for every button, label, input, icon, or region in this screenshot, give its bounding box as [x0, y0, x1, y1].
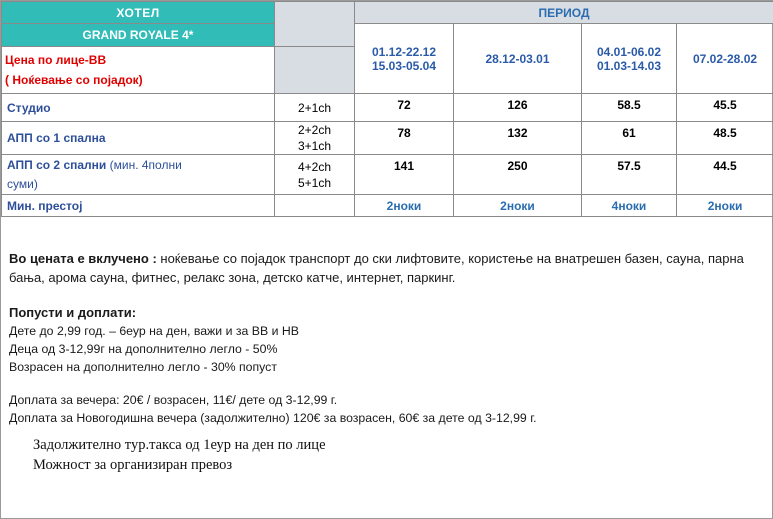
min-stay-value: 2ноки — [677, 195, 773, 217]
period-1-line1: 01.12-22.12 — [371, 44, 437, 59]
room-name: АПП со 1 спална — [2, 122, 275, 155]
period-3 — [582, 24, 677, 94]
extra-info — [33, 435, 326, 475]
price-cell: 78 — [355, 122, 454, 155]
transfer-line: Можност за организиран превоз — [33, 457, 233, 473]
min-stay-value: 4ноки — [582, 195, 677, 217]
price-cell: 48.5 — [677, 122, 773, 155]
period-4 — [677, 24, 773, 94]
period-1-line2: 15.03-05.04 — [371, 58, 437, 73]
occupancy-value: 4+2ch — [297, 159, 332, 174]
tourist-tax-line: Задолжително тур.такса од 1еур на ден по лице — [33, 437, 326, 453]
price-cell: 61 — [582, 122, 677, 155]
pricing-table — [1, 1, 773, 217]
max-col-top-spacer — [275, 2, 355, 47]
supplement-line: Доплата за вечера: 20€ / возрасен, 11€/ дете од 3-12,99 г. — [9, 393, 338, 407]
price-cell: 132 — [454, 122, 582, 155]
price-basis-line2: ( Ноќевање со појадок) — [5, 73, 143, 87]
occupancy-value: 5+1ch — [297, 175, 332, 190]
price-cell: 126 — [454, 94, 582, 122]
min-stay-label: Мин. престој — [2, 195, 275, 217]
min-stay-value: 2ноки — [355, 195, 454, 217]
min-stay-value: 2ноки — [454, 195, 582, 217]
occupancy-value: 3+1ch — [297, 139, 332, 153]
min-stay-row — [2, 195, 773, 217]
discounts-title: Попусти и доплати: — [9, 305, 137, 320]
room-occupancy — [275, 155, 355, 195]
discount-line: Деца од 3-12,99г на дополнително легло - 50% — [9, 342, 278, 356]
room-occupancy — [275, 94, 355, 122]
period-3-line2: 01.03-14.03 — [596, 58, 662, 73]
discount-line: Дете до 2,99 год. – 6еур на ден, важи и за ВВ и НВ — [9, 324, 299, 338]
room-name: Студио — [2, 94, 275, 122]
period-header: ПЕРИОД — [355, 2, 773, 24]
price-basis-line1: Цена по лице-ВВ — [5, 53, 107, 67]
price-cell: 57.5 — [582, 155, 677, 195]
hotel-label: ХОТЕЛ — [2, 2, 275, 24]
price-cell: 44.5 — [677, 155, 773, 195]
room-note-cont: суми) — [7, 176, 38, 191]
table-row — [2, 155, 773, 195]
hotel-name: GRAND ROYALE 4* — [2, 24, 275, 47]
room-note: (мин. 4полни — [106, 157, 182, 172]
price-cell: 72 — [355, 94, 454, 122]
period-2 — [454, 24, 582, 94]
price-cell: 141 — [355, 155, 454, 195]
min-stay-blank — [275, 195, 355, 217]
occupancy-value: 2+2ch — [297, 123, 332, 137]
period-1 — [355, 24, 454, 94]
price-cell: 45.5 — [677, 94, 773, 122]
max-col-spacer — [275, 47, 355, 94]
room-name-cell — [2, 155, 275, 195]
included-text: ноќевање со појадок транспорт до ски лифтовите, користење на внатрешен базен, сауна, парна бања, арома сауна, фитнес, релакс зона, детско катче, интернет, паркинг. — [9, 251, 744, 285]
room-name: АПП со 2 спални — [7, 157, 107, 172]
supplement-line: Доплата за Новогодишна вечера (задолжително) 120€ за возрасен, 60€ за дете од 3-12,99 г. — [9, 411, 537, 425]
included-label: Во цената е вклучено : — [9, 251, 157, 266]
included-paragraph — [9, 249, 769, 287]
price-cell: 58.5 — [582, 94, 677, 122]
discount-line: Возрасен на дополнително легло - 30% попуст — [9, 360, 277, 374]
period-2-line1: 28.12-03.01 — [485, 51, 550, 66]
room-occupancy — [275, 122, 355, 155]
notes-section — [9, 249, 769, 427]
period-3-line1: 04.01-06.02 — [596, 44, 662, 59]
occupancy-value: 2+1ch — [297, 100, 332, 115]
table-row — [2, 122, 773, 155]
period-4-line1: 07.02-28.02 — [692, 51, 758, 66]
price-cell: 250 — [454, 155, 582, 195]
price-basis-label — [2, 47, 275, 94]
table-row — [2, 94, 773, 122]
